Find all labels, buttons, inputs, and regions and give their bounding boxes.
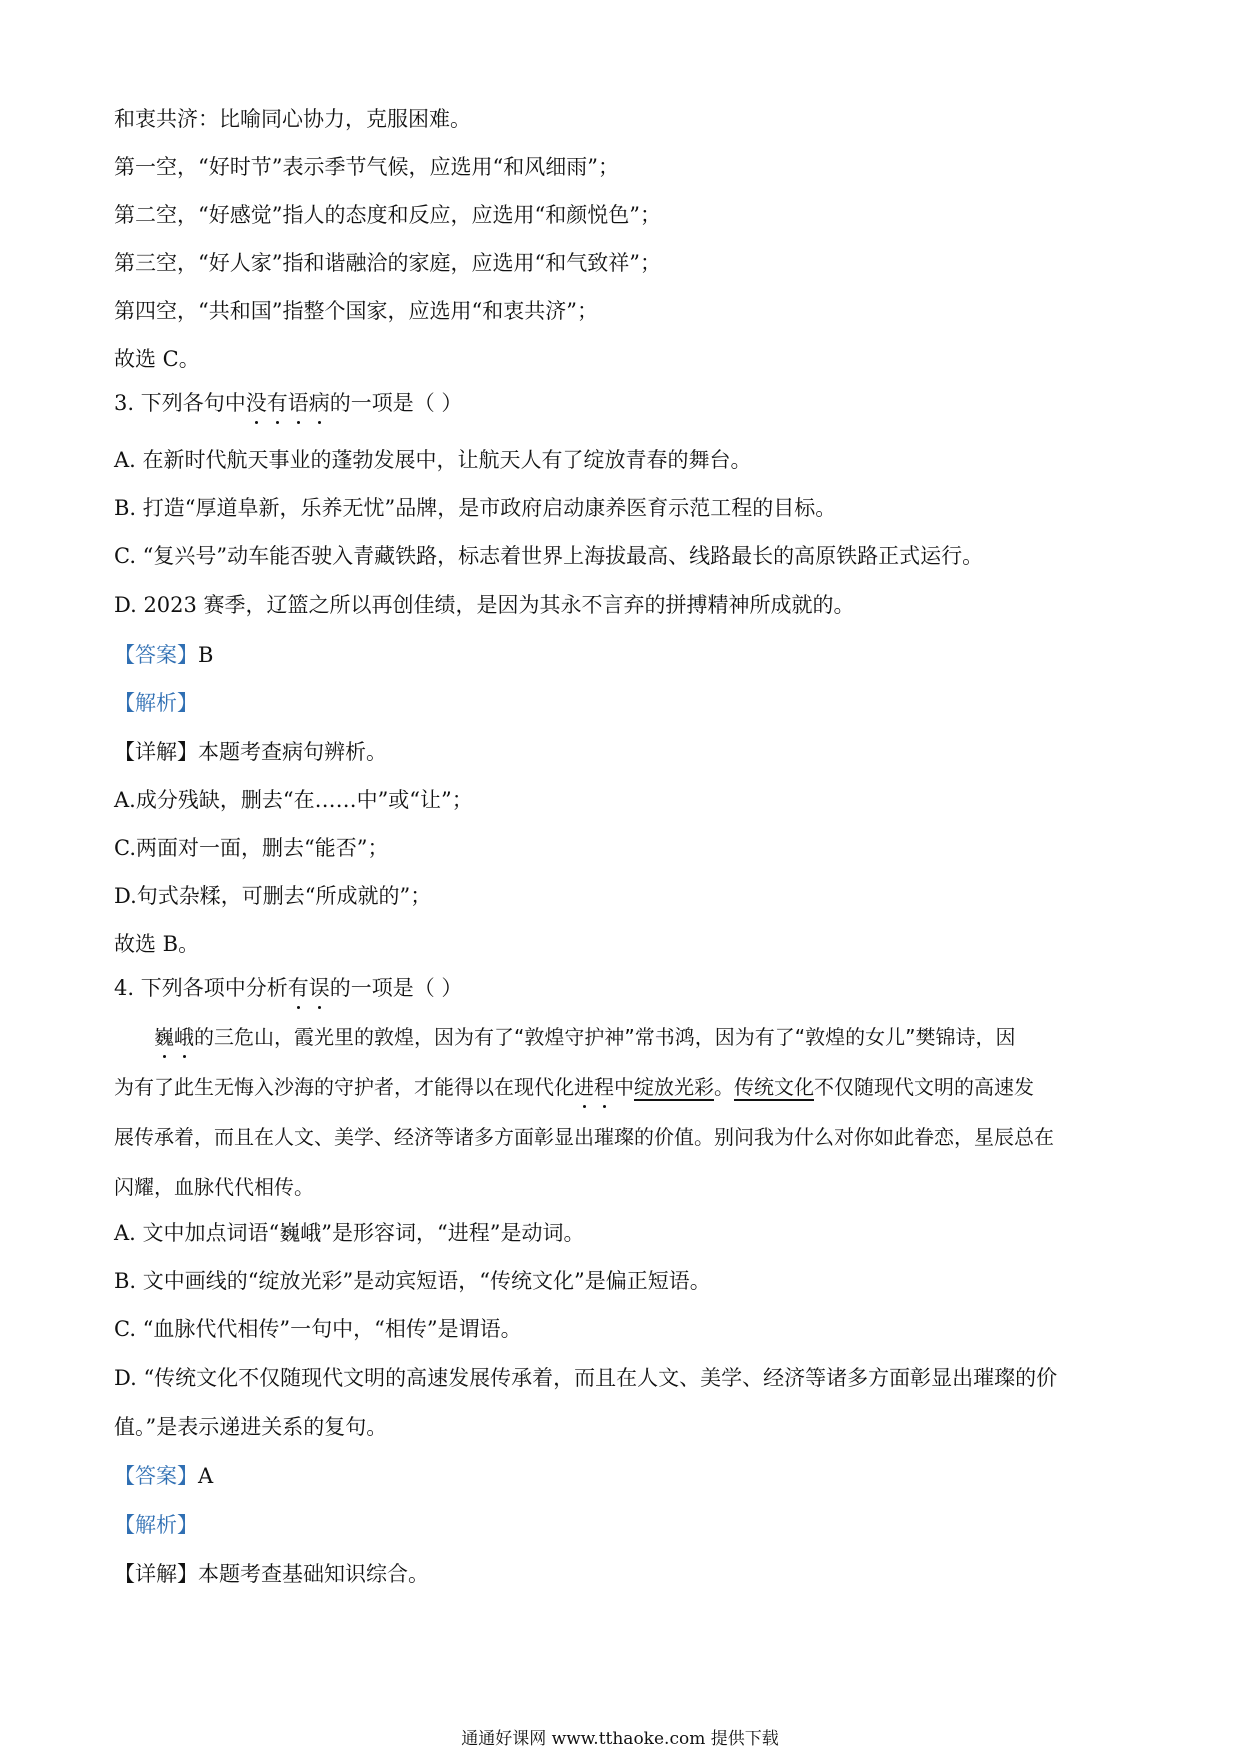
text-line: 第三空，“好人家”指和谐融洽的家庭，应选用“和气致祥”； (114, 251, 661, 275)
stem-text: 3. 下列各句中 (114, 391, 246, 415)
passage-text: 的三危山，霞光里的敦煌，因为有了“敦煌守护神”常书鸿，因为有了“敦煌的女儿”樊锦诗，因 (194, 1025, 1016, 1049)
q4-option-a: A. 文中加点词语“巍峨”是形容词，“进程”是动词。 (114, 1221, 585, 1245)
answer-tag: 【答案】 (114, 643, 198, 667)
stem-text: 的一项是（ ） (329, 391, 463, 415)
q3-option-b: B. 打造“厚道阜新，乐养无忧”品牌，是市政府启动康养医育示范工程的目标。 (114, 496, 837, 520)
emphasis-char: 巍 (154, 1022, 174, 1052)
q3-option-a: A. 在新时代航天事业的蓬勃发展中，让航天人有了绽放青春的舞台。 (114, 448, 752, 472)
text-line: 第四空，“共和国”指整个国家，应选用“和衷共济”； (114, 299, 598, 323)
passage-line: 闪耀，血脉代代相传。 (114, 1175, 314, 1199)
q3-detail-a: A.成分残缺，删去“在……中”或“让”； (114, 788, 473, 812)
passage-line: 展传承着，而且在人文、美学、经济等诸多方面彰显出璀璨的价值。别问我为什么对你如此眷恋，星辰总在 (114, 1125, 1054, 1149)
underlined-phrase: 传统文化 (734, 1075, 814, 1099)
q3-option-c: C. “复兴号”动车能否驶入青藏铁路，标志着世界上海拔最高、线路最长的高原铁路正式运行。 (114, 544, 984, 568)
text-line: 和衷共济：比喻同心协力，克服困难。 (114, 107, 471, 131)
emphasis-char: 误 (309, 973, 330, 1003)
passage-line (114, 1072, 1129, 1102)
text-line: 第二空，“好感觉”指人的态度和反应，应选用“和颜悦色”； (114, 203, 661, 227)
answer-tag: 【答案】 (114, 1464, 198, 1488)
stem-text: 的一项是（ ） (329, 976, 463, 1000)
stem-text: 4. 下列各项中分析 (114, 976, 288, 1000)
q4-option-c: C. “血脉代代相传”一句中，“相传”是谓语。 (114, 1317, 522, 1341)
q3-conclusion: 故选 B。 (114, 932, 200, 956)
text-line: 故选 C。 (114, 347, 200, 371)
q4-option-d: D. “传统文化不仅随现代文明的高速发展传承着，而且在人文、美学、经济等诸多方面彰显出璀璨的价 (114, 1366, 1058, 1390)
emphasis-char: 程 (594, 1072, 614, 1102)
emphasis-char: 没 (246, 388, 267, 418)
page-footer: 通通好课网 www.tthaoke.com 提供下载 (461, 1729, 779, 1749)
passage-text: 。 (714, 1075, 734, 1099)
emphasis-char: 有 (267, 388, 288, 418)
passage-text: 为有了此生无悔入沙海的守护者，才能得以在现代化 (114, 1075, 574, 1099)
answer-value: B (198, 643, 214, 667)
q4-option-b: B. 文中画线的“绽放光彩”是动宾短语，“传统文化”是偏正短语。 (114, 1269, 711, 1293)
text-line: 第一空，“好时节”表示季节气候，应选用“和风细雨”； (114, 155, 619, 179)
q4-analysis-tag: 【解析】 (114, 1513, 198, 1537)
q3-detail: 【详解】本题考查病句辨析。 (114, 740, 387, 764)
q4-option-d-cont: 值。”是表示递进关系的复句。 (114, 1415, 388, 1439)
question-3-stem (114, 388, 462, 418)
q3-detail-d: D.句式杂糅，可删去“所成就的”； (114, 884, 432, 908)
emphasis-char: 语 (288, 388, 309, 418)
question-4-stem (114, 973, 462, 1003)
q4-answer (114, 1461, 213, 1491)
underlined-phrase: 绽放光彩 (634, 1075, 714, 1099)
answer-value: A (198, 1464, 214, 1488)
passage-line (154, 1022, 1169, 1052)
q3-option-d: D. 2023 赛季，辽篮之所以再创佳绩，是因为其永不言弃的拼搏精神所成就的。 (114, 593, 855, 617)
passage-text: 不仅随现代文明的高速发 (814, 1075, 1034, 1099)
emphasis-char: 病 (309, 388, 330, 418)
passage-text: 中 (614, 1075, 634, 1099)
emphasis-char: 进 (574, 1072, 594, 1102)
emphasis-char: 有 (288, 973, 309, 1003)
q4-detail: 【详解】本题考查基础知识综合。 (114, 1562, 429, 1586)
emphasis-char: 峨 (174, 1022, 194, 1052)
q3-answer (114, 640, 213, 670)
q3-analysis-tag: 【解析】 (114, 691, 198, 715)
q3-detail-c: C.两面对一面，删去“能否”； (114, 836, 389, 860)
